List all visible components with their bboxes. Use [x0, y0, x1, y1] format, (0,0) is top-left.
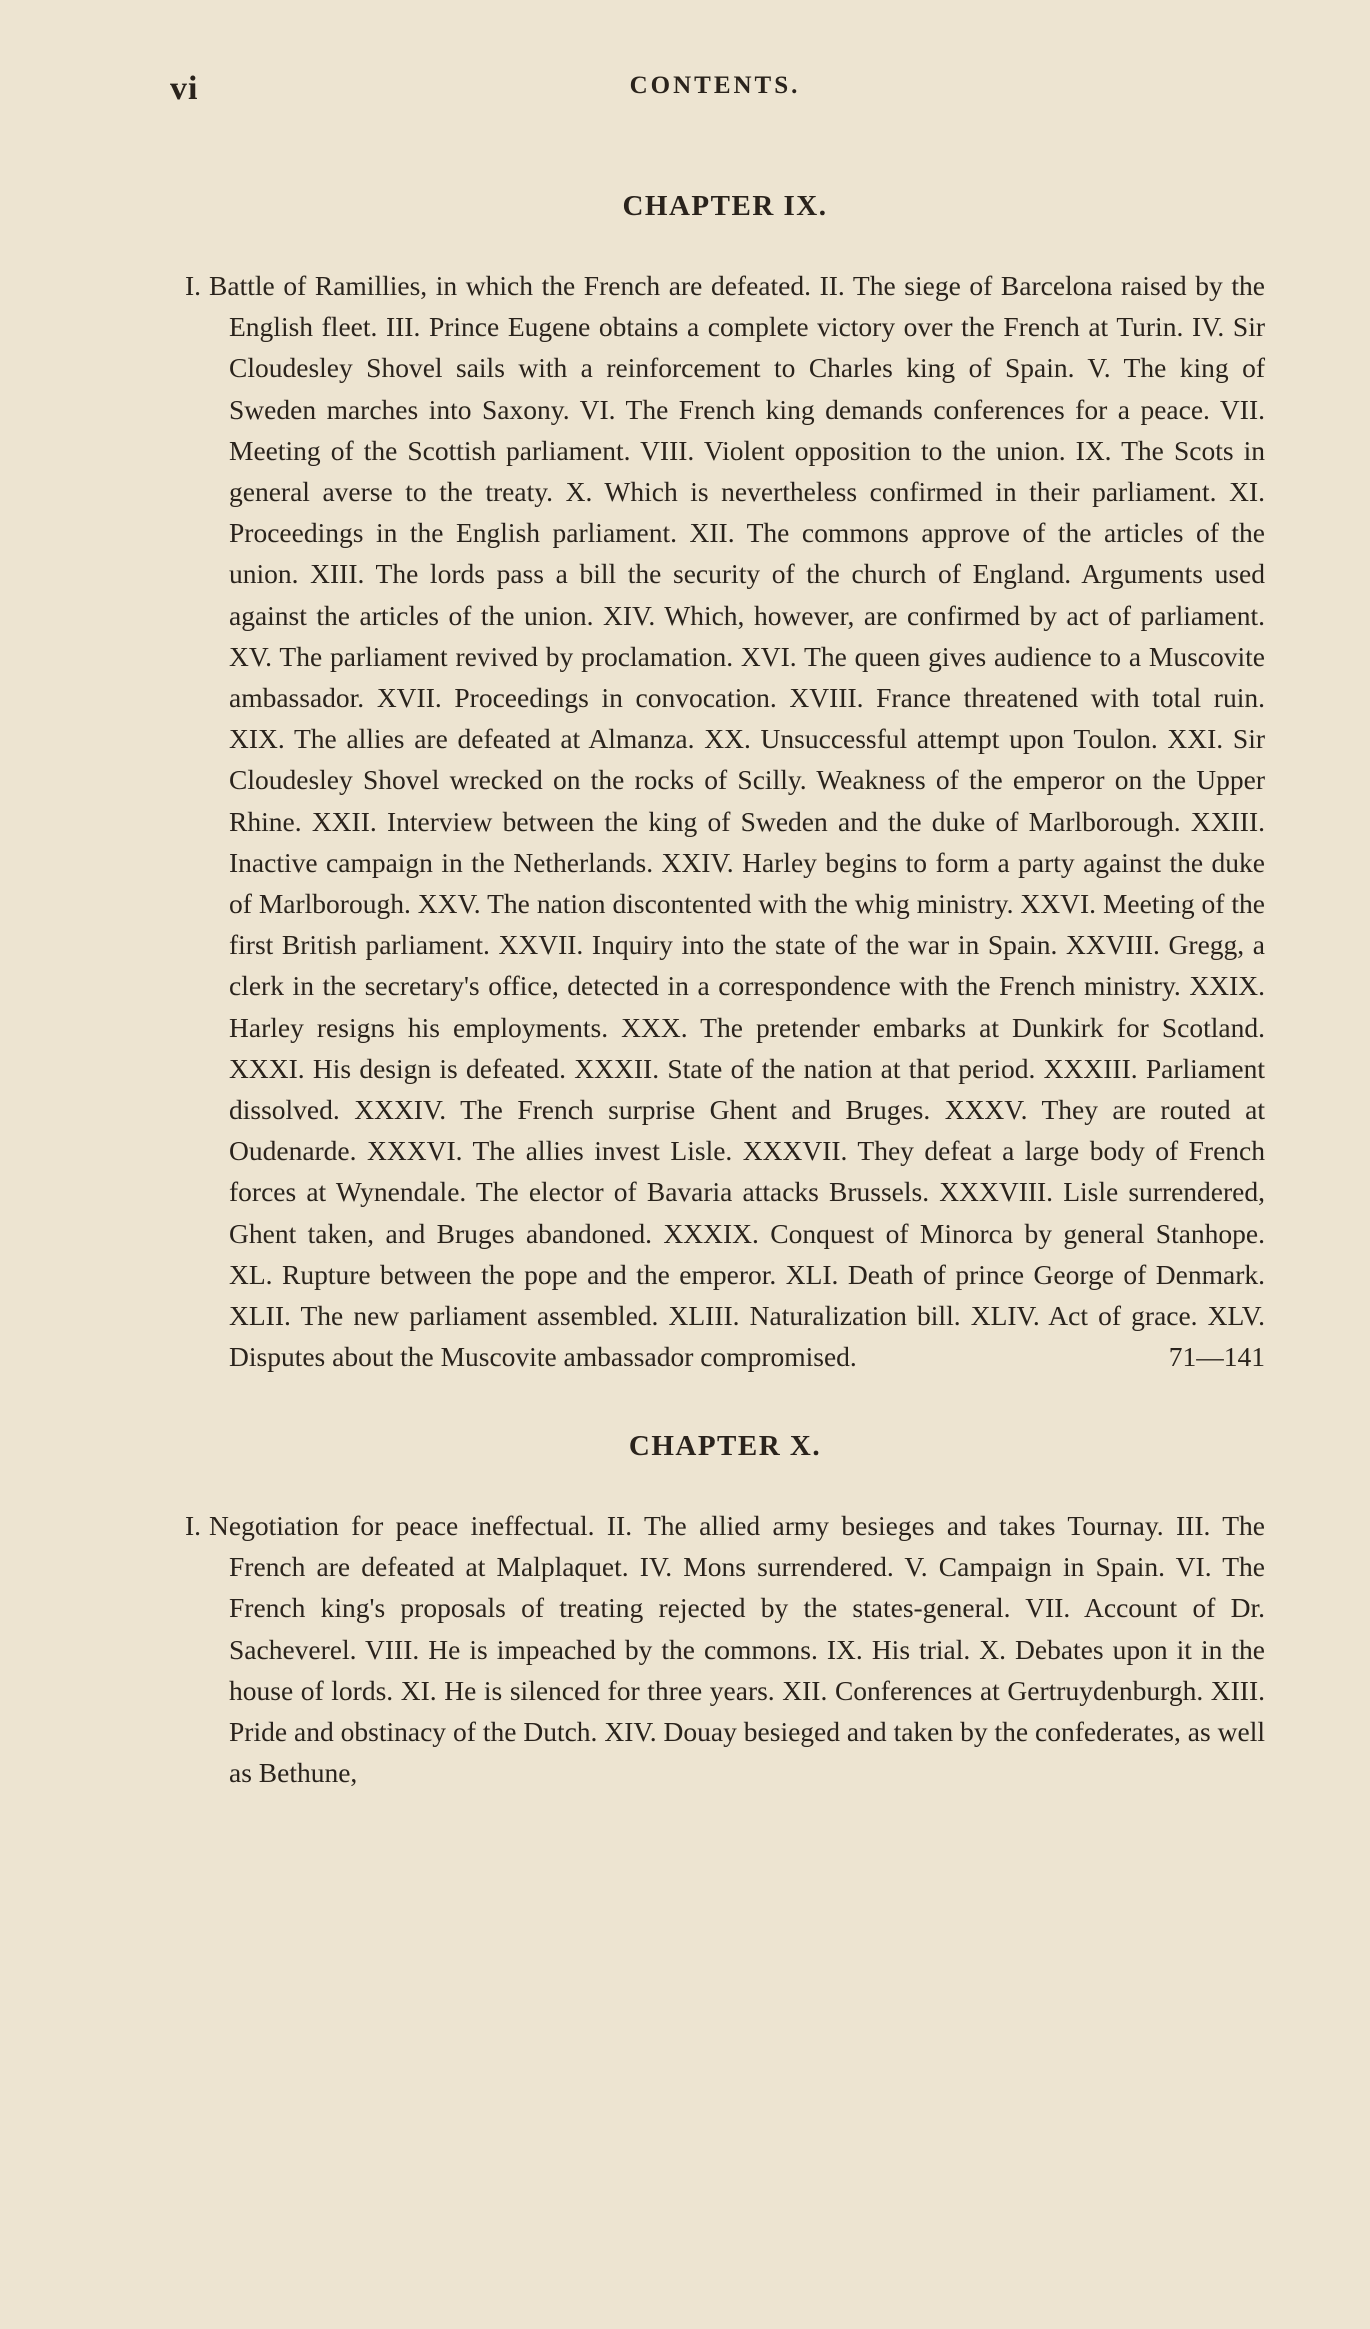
summary-text: Battle of Ramillies, in which the French are defeated. II. The siege of Barcelona raised by the English fleet. III. Prince Eugene obtains a complete victory over the French at Turin. IV. Sir Cloudesley Shovel sails with a reinforcement to Charles king of Spain. V. The king of Sweden marches into Saxony. VI. The French king demands conferences for a peace. VII. Meeting of the Scottish parliament. VIII. Violent opposition to the union. IX. The Scots in general averse to the treaty. X. Which is nevertheless confirmed in their parliament. XI. Proceedings in the English parliament. XII. The commons approve of the articles of the union. XIII. The lords pass a bill the security of the church of England. Arguments used against the articles of the union. XIV. Which, however, are confirmed by act of parliament. XV. The parliament revived by proclamation. XVI. The queen gives audience to a Muscovite ambassador. XVII. Proceedings in convocation. XVIII. France threatened with total ruin. XIX. The allies are defeated at Almanza. XX. Unsuccessful attempt upon Toulon. XXI. Sir Cloudesley Shovel wrecked on the rocks of Scilly. Weakness of the emperor on the Upper Rhine. XXII. Interview between the king of Sweden and the duke of Marlborough. XXIII. Inactive campaign in the Netherlands. XXIV. Harley begins to form a party against the duke of Marlborough. XXV. The nation discontented with the whig ministry. XXVI. Meeting of the first British parliament. XXVII. Inquiry into the state of the war in Spain. XXVIII. Gregg, a clerk in the secretary's office, detected in a correspondence with the French ministry. XXIX. Harley resigns his employments. XXX. The pretender embarks at Dunkirk for Scotland. XXXI. His design is defeated. XXXII. State of the nation at that period. XXXIII. Parliament dissolved. XXXIV. The French surprise Ghent and Bruges. XXXV. They are routed at Oudenarde. XXXVI. The allies invest Lisle. XXXVII. They defeat a large body of French forces at Wynendale. The elector of Bavaria attacks Brussels. XXXVIII. Lisle surrendered, Ghent taken, and Bruges abandoned. XXXIX. Conquest of Minorca by general Stanhope. XL. Rupture between the pope and the emperor. XLI. Death of prince George of Denmark. XLII. The new parliament assembled. XLIII. Naturalization bill. XLIV. Act of grace. XLV. Disputes about the Muscovite ambassador compromised.	[209, 270, 1265, 1373]
running-head	[170, 70, 1260, 110]
page-range: 71—141	[1168, 1341, 1265, 1373]
chapter-summary	[185, 1505, 1265, 1793]
page-number: vi	[170, 70, 199, 107]
chapter-heading: CHAPTER IX.	[622, 190, 828, 222]
chapter-heading: CHAPTER X.	[628, 1430, 822, 1462]
summary-text: Negotiation for peace ineffectual. II. The allied army besieges and takes Tournay. III. The French are defeated at Malplaquet. IV. Mons surrendered. V. Campaign in Spain. VI. The French king's proposals of treating rejected by the states-general. VII. Account of Dr. Sacheverel. VIII. He is impeached by the commons. IX. His trial. X. Debates upon it in the house of lords. XI. He is silenced for three years. XII. Conferences at Gertruydenburgh. XIII. Pride and obstinacy of the Dutch. XIV. Douay besieged and taken by the confederates, as well as Bethune,	[209, 1510, 1265, 1789]
chapter-summary	[185, 265, 1265, 1377]
chapter-ix	[185, 190, 1265, 1405]
chapter-x	[185, 1430, 1265, 1821]
section-number: I.	[185, 1510, 202, 1541]
running-title: CONTENTS.	[629, 72, 801, 99]
section-number: I.	[185, 270, 202, 301]
